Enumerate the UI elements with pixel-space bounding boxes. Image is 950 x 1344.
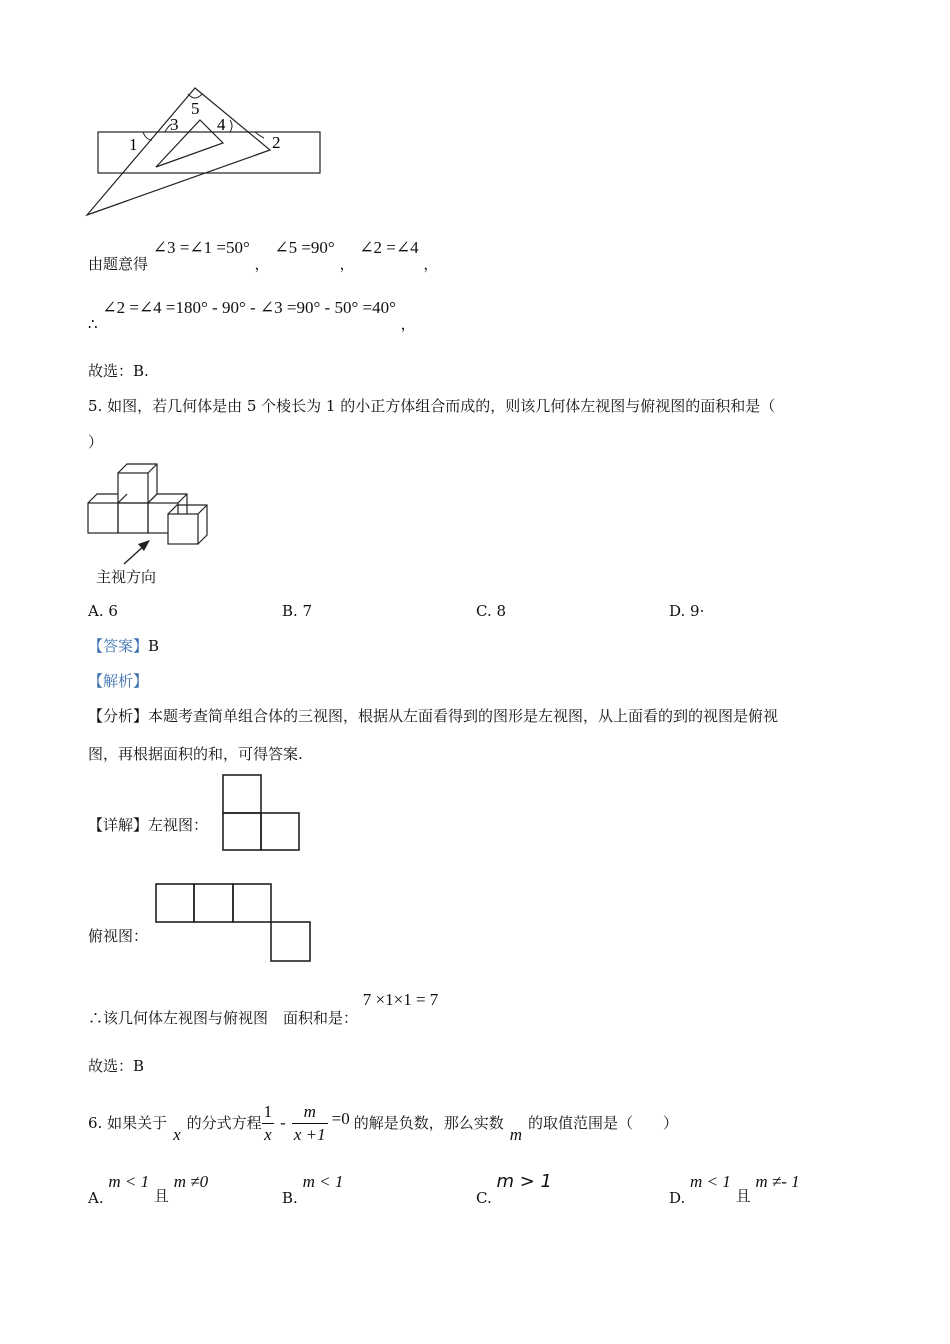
q6-option-a-conj: 且 xyxy=(153,1187,169,1205)
q6-option-c[interactable] xyxy=(476,1172,552,1208)
q4-sep1: ， xyxy=(254,255,270,273)
answer-value: B xyxy=(148,637,160,655)
q6-option-b[interactable] xyxy=(282,1172,343,1208)
q4-eq-angle2: ∠2 =∠4 xyxy=(359,238,419,257)
q6-option-d-letter: D. xyxy=(669,1189,686,1207)
q6-minus: - xyxy=(280,1113,286,1132)
q4-line2-end: ， xyxy=(400,315,416,333)
fenxi-line1 xyxy=(88,706,778,726)
q4-line1 xyxy=(88,238,439,276)
frac1-numerator: 1 xyxy=(263,1101,273,1121)
q4-line2 xyxy=(88,298,416,334)
conclusion-text: ∴该几何体左视图与俯视图 面积和是： xyxy=(88,1009,359,1027)
angle-label-2: 2 xyxy=(272,133,281,152)
answer-tag: 【答案】 xyxy=(88,637,149,655)
big-triangle xyxy=(87,88,270,215)
fenxi-tag: 【分析】 xyxy=(88,707,149,725)
q6-option-a[interactable] xyxy=(88,1172,208,1208)
angle-figure xyxy=(80,80,340,225)
q6-var-x: x xyxy=(173,1125,181,1144)
analysis-tag: 【解析】 xyxy=(88,672,149,690)
top-view-label: 俯视图： xyxy=(88,927,149,945)
q4-choose: 故选：B. xyxy=(88,362,149,380)
detail-tag: 【详解】 xyxy=(88,816,149,834)
q5-choose: 故选：B xyxy=(88,1057,145,1075)
q5-stem-line1: 5. 如图，若几何体是由 5 个棱长为 1 的小正方体组合而成的，则该几何体左视图与俯视图的面积和是（ xyxy=(88,397,776,415)
frac2-denominator: x +1 xyxy=(293,1124,326,1144)
fenxi-line2: 图，再根据面积的和，可得答案. xyxy=(88,745,303,763)
q6-option-c-letter: C. xyxy=(476,1189,492,1207)
cubes-figure-caption: 主视方向 xyxy=(96,568,157,586)
q6-option-a-expr1: m < 1 xyxy=(108,1172,150,1191)
q4-line1-prefix: 由题意得 xyxy=(88,255,149,273)
q6-option-d-expr2: m ≠- 1 xyxy=(755,1172,800,1191)
frac1-denominator: x xyxy=(262,1123,275,1146)
conclusion-eq: 7 ×1×1 = 7 xyxy=(362,990,439,1009)
q6-option-a-expr2: m ≠0 xyxy=(173,1172,209,1191)
q5-stem-line2: ） xyxy=(88,433,104,451)
q5-option-c[interactable]: C. 8 xyxy=(476,602,507,620)
q6-stem-end: 的取值范围是（ ） xyxy=(528,1114,679,1132)
q6-option-a-letter: A. xyxy=(88,1189,104,1207)
q6-fraction-1 xyxy=(262,1101,275,1146)
q4-line1-end: ， xyxy=(423,255,439,273)
top-view-figure xyxy=(155,883,313,963)
q6-stem-mid: 的分式方程 xyxy=(186,1114,262,1132)
q6-option-d-expr1: m < 1 xyxy=(690,1172,731,1191)
q5-option-d[interactable]: D. 9· xyxy=(669,602,705,620)
q5-option-a[interactable]: A. 6 xyxy=(88,602,118,620)
q5-conclusion xyxy=(88,990,439,1030)
q6-option-b-expr1: m < 1 xyxy=(302,1172,344,1191)
q6-option-d-conj: 且 xyxy=(735,1187,751,1205)
left-view-figure xyxy=(222,774,302,852)
q5-option-b[interactable]: B. 7 xyxy=(282,602,313,620)
q6-var-m: m xyxy=(509,1125,522,1144)
left-view-label: 左视图： xyxy=(148,816,209,834)
q6-fraction-2 xyxy=(292,1101,328,1146)
angle-label-4: 4 xyxy=(217,115,226,134)
q4-eq-angle5: ∠5 =90° xyxy=(274,238,335,257)
q4-eq-angle3: ∠3 =∠1 =50° xyxy=(152,238,250,257)
q6-option-b-letter: B. xyxy=(282,1189,298,1207)
q6-option-d[interactable] xyxy=(669,1172,800,1208)
detail-line xyxy=(88,815,208,835)
therefore-symbol: ∴ xyxy=(88,315,98,333)
q6-option-c-expr1: m > 1 xyxy=(496,1171,553,1192)
q6-stem-prefix: 6. 如果关于 xyxy=(88,1114,168,1132)
fenxi-text1: 本题考查简单组合体的三视图，根据从左面看得到的图形是左视图，从上面看的到的视图是俯视 xyxy=(148,707,779,725)
q6-eq-zero: =0 xyxy=(331,1109,350,1128)
angle-label-1: 1 xyxy=(129,135,138,154)
q4-eq-result: ∠2 =∠4 =180° - 90° - ∠3 =90° - 50° =40° xyxy=(102,298,396,317)
angle-label-5: 5 xyxy=(191,99,200,118)
q6-stem-mid2: 的解是负数，那么实数 xyxy=(353,1114,504,1132)
q4-sep2: ， xyxy=(339,255,355,273)
q5-answer xyxy=(88,636,159,656)
inner-triangle xyxy=(156,120,223,167)
q6-stem xyxy=(88,1098,678,1148)
frac2-numerator: m xyxy=(303,1101,316,1121)
angle-label-3: 3 xyxy=(170,115,179,134)
